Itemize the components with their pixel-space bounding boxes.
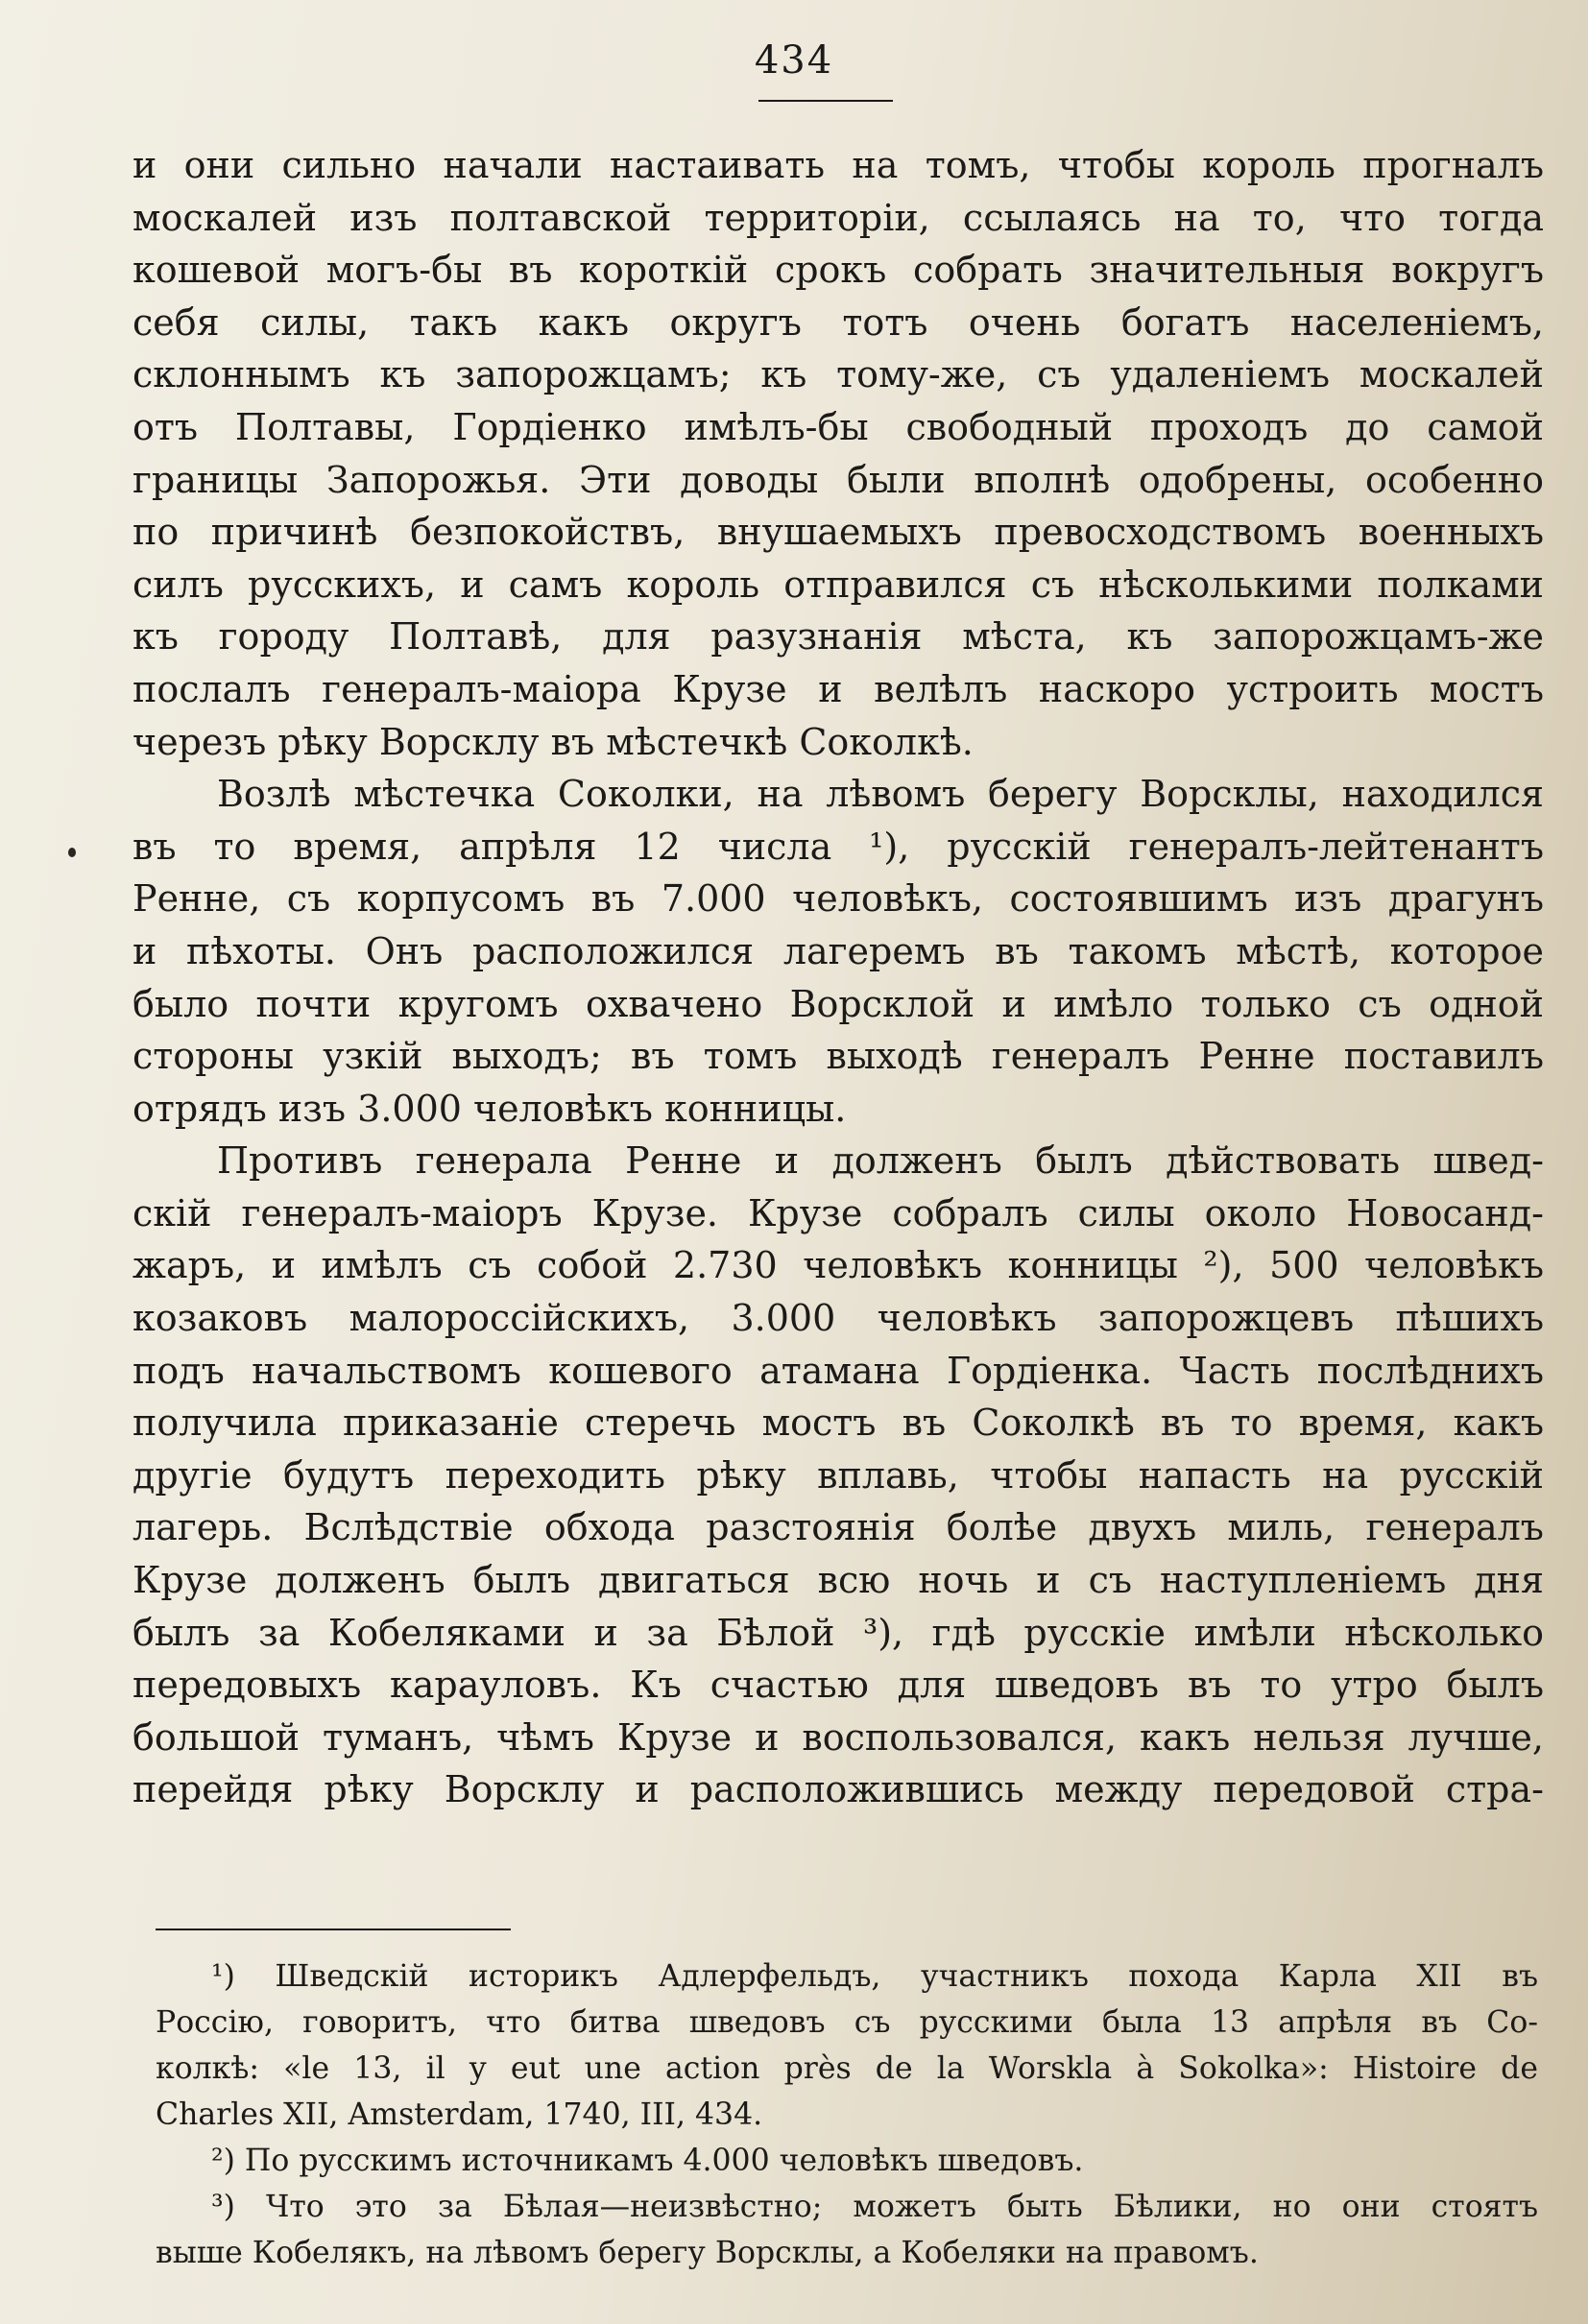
page-number: 434 bbox=[754, 38, 834, 83]
text-line: лагерь. Вслѣдствіе обхода разстоянія болѣе двухъ миль, генералъ bbox=[132, 1506, 1544, 1549]
text-line: границы Запорожья. Эти доводы были вполнѣ одобрены, особенно bbox=[132, 458, 1544, 501]
text-line: другіе будутъ переходить рѣку вплавь, чтобы напасть на русскій bbox=[132, 1453, 1544, 1497]
text-line: Противъ генерала Ренне и долженъ былъ дѣйствовать швед- bbox=[217, 1139, 1544, 1183]
text-line: былъ за Кобеляками и за Бѣлой ³), гдѣ русскіе имѣли нѣсколько bbox=[132, 1611, 1544, 1654]
text-line: отрядъ изъ 3.000 человѣкъ конницы. bbox=[132, 1087, 847, 1130]
text-line: и они сильно начали настаивать на томъ, чтобы король прогналъ bbox=[132, 144, 1544, 186]
footnotes bbox=[156, 1953, 1538, 2276]
text-line: Ренне, съ корпусомъ въ 7.000 человѣкъ, состоявшимъ изъ драгунъ bbox=[132, 877, 1544, 921]
footnote-separator bbox=[156, 1929, 511, 1930]
text-line: Крузе долженъ былъ двигаться всю ночь и съ наступленіемъ дня bbox=[132, 1559, 1544, 1602]
text-line: большой туманъ, чѣмъ Крузе и воспользовался, какъ нельзя лучше, bbox=[132, 1715, 1544, 1759]
text-line: перейдя рѣку Ворсклу и расположившись между передовой стра- bbox=[132, 1768, 1544, 1811]
text-line: жаръ, и имѣлъ съ собой 2.730 человѣкъ конницы ²), 500 человѣкъ bbox=[132, 1244, 1544, 1287]
footnote-line: колкѣ: «le 13, il y eut une action près de la Worskla à Sokolka»: Histoire de bbox=[156, 2051, 1538, 2086]
text-line: послалъ генералъ-маіора Крузе и велѣлъ наскоро устроить мостъ bbox=[132, 667, 1544, 710]
text-line: и пѣхоты. Онъ расположился лагеремъ въ такомъ мѣстѣ, которое bbox=[132, 929, 1544, 972]
text-line: себя силы, такъ какъ округъ тотъ очень богатъ населеніемъ, bbox=[132, 300, 1544, 344]
text-line: отъ Полтавы, Гордіенко имѣлъ-бы свободный проходъ до самой bbox=[132, 405, 1544, 448]
text-line: козаковъ малороссійскихъ, 3.000 человѣкъ запорожцевъ пѣшихъ bbox=[132, 1297, 1544, 1340]
text-line: по причинѣ безпокойствъ, внушаемыхъ превосходствомъ военныхъ bbox=[132, 511, 1544, 554]
footnote-line: Charles XII, Amsterdam, 1740, III, 434. bbox=[156, 2097, 763, 2132]
text-line: стороны узкій выходъ; въ томъ выходѣ генералъ Ренне поставилъ bbox=[132, 1035, 1544, 1078]
text-line: черезъ рѣку Ворсклу въ мѣстечкѣ Соколкѣ. bbox=[132, 720, 974, 763]
text-line: было почти кругомъ охвачено Ворсклой и имѣло только съ одной bbox=[132, 982, 1544, 1025]
text-line: подъ начальствомъ кошевого атамана Гордіенка. Часть послѣднихъ bbox=[132, 1349, 1544, 1392]
text-line: въ то время, апрѣля 12 числа ¹), русскій генералъ-лейтенантъ bbox=[132, 825, 1544, 868]
text-line: получила приказаніе стеречь мостъ въ Соколкѣ въ то время, какъ bbox=[132, 1402, 1544, 1445]
footnote-line: ²) По русскимъ источникамъ 4.000 человѣкъ шведовъ. bbox=[211, 2144, 1084, 2178]
footnote-line: ³) Что это за Бѣлая—неизвѣстно; можетъ быть Бѣлики, но они стоятъ bbox=[211, 2190, 1538, 2224]
text-line: москалей изъ полтавской территоріи, ссылаясь на то, что тогда bbox=[132, 196, 1544, 239]
text-line: передовыхъ карауловъ. Къ счастью для шведовъ въ то утро былъ bbox=[132, 1664, 1544, 1707]
body-text bbox=[132, 139, 1544, 1816]
text-line: къ городу Полтавѣ, для разузнанія мѣста, къ запорожцамъ-же bbox=[132, 615, 1544, 659]
text-line: скій генералъ-маіоръ Крузе. Крузе собралъ силы около Новосанд- bbox=[132, 1191, 1544, 1234]
footnote-line: Россію, говоритъ, что битва шведовъ съ русскими была 13 апрѣля въ Со- bbox=[156, 2005, 1538, 2040]
text-line: силъ русскихъ, и самъ король отправился съ нѣсколькими полками bbox=[132, 563, 1544, 606]
text-line: склоннымъ къ запорожцамъ; къ тому-же, съ удаленіемъ москалей bbox=[132, 353, 1544, 396]
footnote-line: выше Кобелякъ, на лѣвомъ берегу Ворсклы, а Кобеляки на правомъ. bbox=[156, 2236, 1259, 2270]
ink-speck bbox=[68, 848, 76, 857]
text-line: кошевой могъ-бы въ короткій срокъ собрать значительныя вокругъ bbox=[132, 249, 1544, 292]
text-line: Возлѣ мѣстечка Соколки, на лѣвомъ берегу Ворсклы, находился bbox=[217, 773, 1544, 816]
footnote-line: ¹) Шведскій историкъ Адлерфельдъ, участникъ похода Карла XII въ bbox=[211, 1959, 1538, 1994]
page-number-rule bbox=[758, 100, 893, 102]
